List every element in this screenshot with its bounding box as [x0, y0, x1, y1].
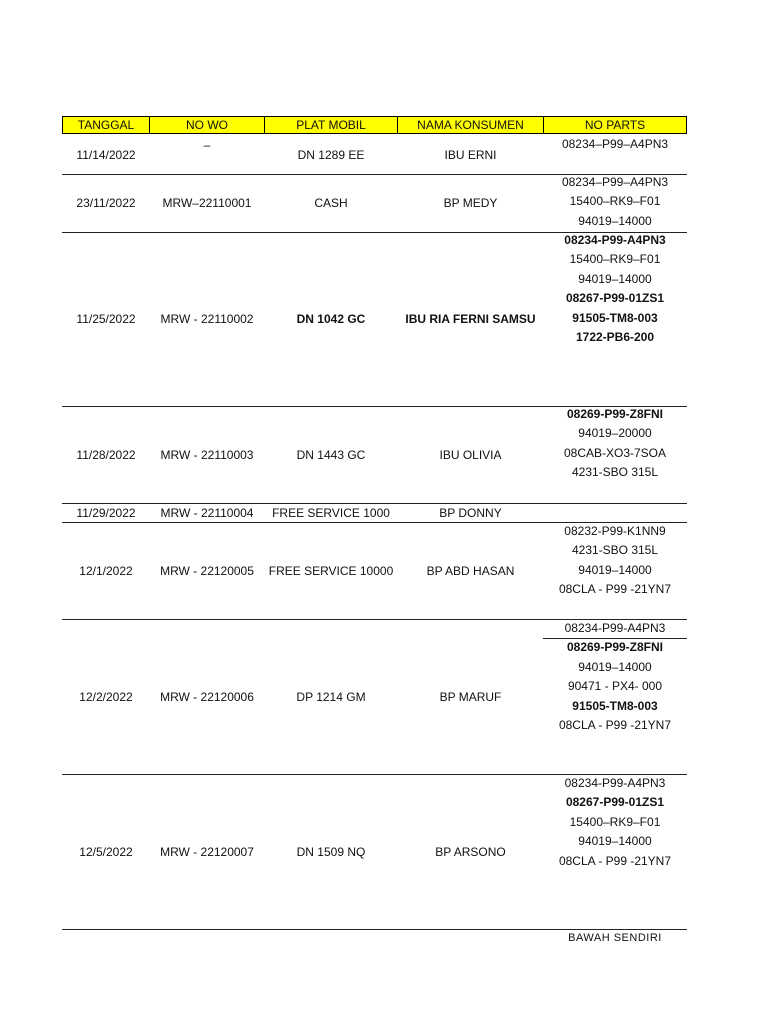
- part-number: 94019–14000: [578, 213, 652, 228]
- cell-tanggal: 23/11/2022: [76, 196, 136, 210]
- part-number: 08234-P99-A4PN3: [564, 621, 666, 635]
- header-plat-mobil: PLAT MOBIL: [264, 116, 398, 134]
- part-number: 1722-PB6-200: [575, 329, 655, 344]
- cell-nama: BP ARSONO: [435, 845, 506, 859]
- part-number: 08CLA - P99 -21YN7: [558, 582, 672, 597]
- parts-divider: [543, 638, 687, 639]
- row-divider: [62, 929, 687, 930]
- part-number: 91505-TM8-003: [572, 698, 658, 713]
- cell-no-wo: MRW–22110001: [162, 196, 252, 210]
- cell-no-wo: MRW - 22110004: [160, 506, 254, 520]
- part-number: 4231-SBO 315L: [571, 465, 659, 480]
- cell-no-wo: MRW - 22120007: [160, 845, 254, 859]
- header-no-wo: NO WO: [149, 116, 265, 134]
- part-number: 91505-TM8-003: [572, 310, 658, 325]
- cell-plat: DN 1042 GC: [296, 312, 366, 326]
- cell-nama: BP ABD HASAN: [426, 564, 515, 578]
- cell-nama: IBU OLIVIA: [439, 448, 502, 462]
- cell-parts: [543, 774, 687, 871]
- cell-no-wo: MRW - 22110003: [160, 448, 254, 462]
- part-number: 94019–14000: [578, 562, 652, 577]
- cell-nama: IBU RIA FERNI SAMSU: [405, 312, 536, 326]
- cell-no-wo: –: [203, 138, 211, 152]
- cell-parts: [543, 619, 687, 735]
- header-nama-konsumen: NAMA KONSUMEN: [397, 116, 544, 134]
- cell-parts: [543, 405, 687, 483]
- cell-tanggal: 12/1/2022: [79, 564, 133, 578]
- cell-parts: [543, 135, 687, 154]
- part-number: 08269-P99-Z8FNI: [566, 640, 664, 655]
- cell-no-wo: MRW - 22120005: [160, 564, 254, 578]
- cell-parts: [543, 173, 687, 231]
- part-number: 08CLA - P99 -21YN7: [558, 853, 672, 868]
- cell-plat: DP 1214 GM: [296, 690, 366, 704]
- cell-no-wo: MRW - 22110002: [160, 312, 254, 326]
- cell-plat: DN 1443 GC: [296, 448, 366, 462]
- footer-note: BAWAH SENDIRI: [568, 932, 662, 944]
- part-number: 08234-P99-A4PN3: [564, 776, 666, 790]
- part-number: 94019–14000: [578, 271, 652, 286]
- cell-plat: DN 1289 EE: [297, 148, 365, 162]
- part-number: 08234-P99-A4PN3: [564, 233, 666, 247]
- part-number: 94019–20000: [578, 426, 652, 441]
- part-number: 08234–P99–A4PN3: [561, 137, 669, 151]
- cell-nama: BP MARUF: [439, 690, 502, 704]
- cell-nama: BP DONNY: [439, 506, 502, 520]
- table-row: [62, 504, 687, 522]
- cell-plat: FREE SERVICE 10000: [268, 564, 394, 578]
- cell-tanggal: 12/5/2022: [79, 845, 133, 859]
- cell-parts: [543, 522, 687, 600]
- part-number: 08267-P99-01ZS1: [565, 291, 665, 306]
- part-number: 15400–RK9–F01: [569, 252, 661, 267]
- cell-tanggal: 12/2/2022: [79, 690, 133, 704]
- part-number: 08267-P99-01ZS1: [565, 795, 665, 810]
- cell-plat: FREE SERVICE 1000: [272, 506, 390, 520]
- cell-tanggal: 11/25/2022: [76, 312, 136, 326]
- cell-tanggal: 11/29/2022: [76, 506, 136, 520]
- cell-tanggal: 11/28/2022: [76, 448, 136, 462]
- part-number: 90471 - PX4- 000: [567, 679, 663, 694]
- cell-no-wo: MRW - 22120006: [160, 690, 254, 704]
- part-number: 94019–14000: [578, 834, 652, 849]
- cell-plat: DN 1509 NQ: [296, 845, 366, 859]
- table-header: [62, 116, 687, 134]
- cell-nama: IBU ERNI: [444, 148, 497, 162]
- part-number: 08269-P99-Z8FNI: [566, 407, 664, 421]
- header-no-parts: NO PARTS: [543, 116, 687, 134]
- part-number: 08234–P99–A4PN3: [561, 175, 669, 189]
- part-number: 15400–RK9–F01: [569, 194, 661, 209]
- cell-nama: BP MEDY: [443, 196, 498, 210]
- part-number: 15400–RK9–F01: [569, 814, 661, 829]
- part-number: 08CLA - P99 -21YN7: [558, 717, 672, 732]
- part-number: 4231-SBO 315L: [571, 543, 659, 558]
- cell-plat: CASH: [314, 196, 348, 210]
- part-number: 08CAB-XO3-7SOA: [563, 445, 667, 460]
- cell-tanggal: 11/14/2022: [76, 148, 136, 162]
- part-number: 94019–14000: [578, 659, 652, 674]
- cell-parts: [543, 231, 687, 347]
- header-tanggal: TANGGAL: [62, 116, 150, 134]
- part-number: 08232-P99-K1NN9: [564, 524, 666, 538]
